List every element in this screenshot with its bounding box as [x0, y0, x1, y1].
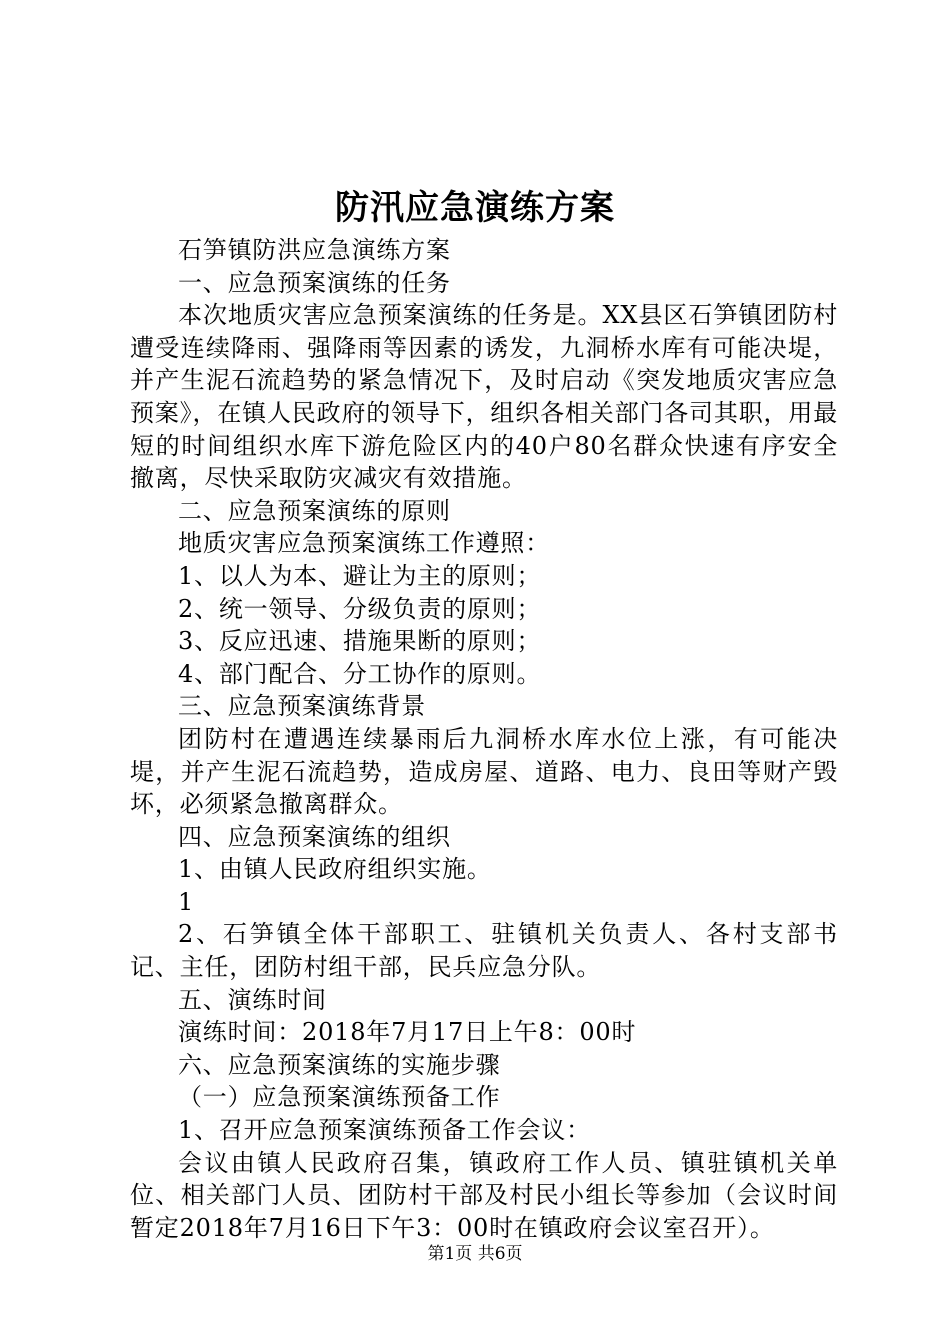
document-body	[130, 234, 838, 1244]
heading-section-6: 六、应急预案演练的实施步骤	[178, 1050, 501, 1079]
paragraph-principles-intro: 地质灾害应急预案演练工作遵照：	[178, 529, 550, 558]
paragraph-background: 团防村在遭遇连续暴雨后九洞桥水库水位上涨，有可能决堤，并产生泥石流趋势，造成房屋、道路、电力、良田等财产毁坏，必须紧急撤离群众。	[130, 724, 838, 819]
document-title: 防汛应急演练方案	[335, 188, 615, 228]
paragraph-subtitle: 石笋镇防洪应急演练方案	[178, 236, 451, 264]
heading-section-4: 四、应急预案演练的组织	[178, 822, 451, 851]
principle-item-4: 4、部门配合、分工协作的原则。	[178, 659, 542, 688]
principle-item-2: 2、统一领导、分级负责的原则；	[178, 594, 542, 623]
paragraph-task: 本次地质灾害应急预案演练的任务是。XX县区石笋镇团防村遭受连续降雨、强降雨等因素的诱发，九洞桥水库有可能决堤，并产生泥石流趋势的紧急情况下，及时启动《突发地质灾害应急预案》，在镇人民政府的领导下，组织各相关部门各司其职，用最短的时间组织水库下游危险区内的40户80名群众快速有序安全撤离，尽快采取防灾减灾有效措施。	[130, 301, 838, 493]
paragraph-drill-time: 演练时间：2018年7月17日上午8：00时	[178, 1018, 637, 1047]
principle-item-1: 1、以人为本、避让为主的原则；	[178, 561, 542, 590]
organization-item-2: 2、石笋镇全体干部职工、驻镇机关负责人、各村支部书记、主任，团防村组干部，民兵应急分队。	[130, 920, 838, 982]
heading-section-5: 五、演练时间	[178, 985, 327, 1014]
heading-section-3: 三、应急预案演练背景	[178, 692, 426, 721]
principle-item-3: 3、反应迅速、措施果断的原则；	[178, 627, 542, 656]
paragraph-meeting: 会议由镇人民政府召集，镇政府工作人员、镇驻镇机关单位、相关部门人员、团防村干部及村民小组长等参加（会议时间暂定2018年7月16日下午3：00时在镇政府会议室召开）。	[130, 1148, 838, 1242]
page-footer: 第1页 共6页	[427, 1244, 523, 1264]
subheading-preparation: （一）应急预案演练预备工作	[178, 1083, 501, 1112]
preparation-item-1: 1、召开应急预案演练预备工作会议：	[178, 1116, 591, 1145]
heading-section-2: 二、应急预案演练的原则	[178, 496, 451, 525]
organization-item-1: 1、由镇人民政府组织实施。	[178, 855, 492, 884]
heading-section-1: 一、应急预案演练的任务	[178, 268, 451, 297]
stray-number: 1	[178, 887, 195, 916]
